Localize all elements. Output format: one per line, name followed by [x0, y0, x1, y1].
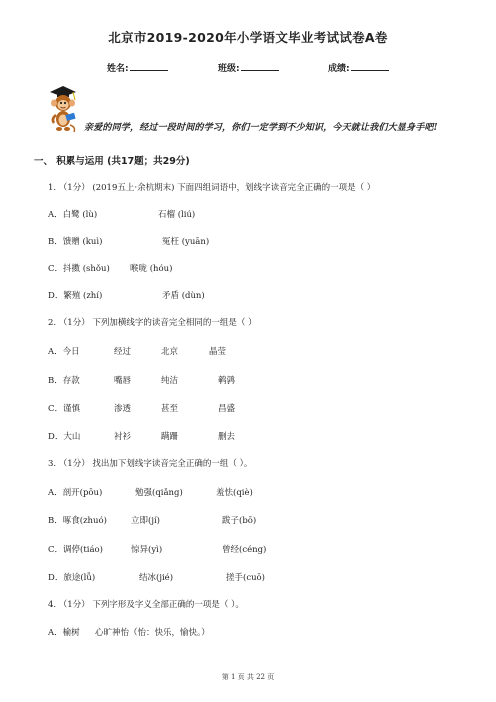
name-blank — [130, 62, 168, 71]
q3-option-c-w1: C．调停(tiáo) — [48, 545, 103, 555]
q2-option-d-w4: 删去 — [218, 432, 236, 442]
q3-option-c-w2: 惊异(yì) — [131, 545, 163, 555]
q2-option-a-w4: 晶莹 — [209, 347, 227, 357]
q1-option-b-word2: 冤枉 (yuān) — [162, 237, 210, 247]
q3-option-d-w2: 结冰(jié) — [139, 573, 174, 583]
q3-option-a-w2: 勉强(qiǎng) — [135, 488, 183, 498]
section-heading: 一、 积累与运用 (共17题；共29分) — [34, 156, 190, 167]
q4-option-a-w1: A．榆树 — [48, 628, 80, 638]
q2-option-b-w2: 嘴唇 — [114, 376, 132, 386]
q2-option-b-w3: 纯洁 — [161, 376, 179, 386]
q3-option-b-w1: B．啄食(zhuó) — [48, 516, 107, 526]
q1-option-c-word2: 喉咙 (hóu) — [130, 264, 173, 274]
score-blank — [351, 62, 389, 71]
page-title: 北京市2019-2020年小学语文毕业考试试卷A卷 — [108, 30, 388, 45]
q1-option-a-word1: A．白鹭 (lù) — [48, 210, 98, 220]
q2-option-d-w3: 蹒跚 — [161, 432, 179, 442]
q3-option-b-w3: 跋子(bō) — [222, 516, 257, 526]
name-field — [107, 61, 168, 74]
q2-option-c-w2: 渗透 — [114, 404, 132, 414]
class-field — [218, 61, 279, 74]
q3-option-a-w3: 羞怯(qiè) — [216, 488, 253, 498]
question-4-stem: 4. （1分） 下列字形及字义全部正确的一项是（ ）。 — [48, 600, 244, 610]
q1-option-a-word2: 石榴 (liú) — [158, 210, 196, 220]
q1-option-d-word2: 矛盾 (dùn) — [162, 291, 205, 301]
q4-option-a-w2: 心旷神怡（怡：快乐，愉快。） — [95, 628, 210, 638]
q2-option-a-w3: 北京 — [161, 347, 179, 357]
welcome-message: 亲爱的同学，经过一段时间的学习，你们一定学到不少知识，今天就让我们大显身手吧! — [84, 123, 438, 133]
q2-option-b-w4: 鹌鹑 — [218, 376, 236, 386]
q3-option-d-w1: D．旅途(lǚ) — [48, 573, 96, 583]
q2-option-c-w1: C．谨慎 — [48, 404, 81, 414]
q1-option-b-word1: B．馈赠 (kuì) — [48, 237, 103, 247]
q2-option-c-w3: 甚至 — [161, 404, 179, 414]
q2-option-a-w2: 经过 — [114, 347, 132, 357]
q3-option-c-w3: 曾经(céng) — [222, 545, 267, 555]
monkey-scholar-icon — [46, 85, 80, 133]
q3-option-b-w2: 立即(jí) — [131, 516, 160, 526]
q1-option-c-word1: C．抖擞 (shǒu) — [48, 264, 110, 274]
q1-option-d-word1: D．繁殖 (zhí) — [48, 291, 103, 301]
q2-option-d-w2: 衬衫 — [114, 432, 132, 442]
score-label: 成绩: — [328, 64, 350, 74]
score-field — [328, 61, 389, 74]
page-footer: 第 1 页 共 22 页 — [221, 673, 275, 681]
q2-option-a-w1: A．今日 — [48, 347, 80, 357]
question-3-stem: 3. （1分） 找出加下划线字读音完全正确的一组（ ）。 — [48, 459, 253, 469]
class-label: 班级: — [218, 64, 240, 74]
q2-option-b-w1: B．存款 — [48, 376, 80, 386]
q2-option-c-w4: 昌盛 — [218, 404, 236, 414]
q3-option-d-w3: 搓手(cuō) — [226, 573, 265, 583]
name-label: 姓名: — [107, 64, 129, 74]
question-2-stem: 2. （1分） 下列加横线字的读音完全相同的一组是（ ） — [48, 318, 257, 328]
question-1-stem: 1. （1分） (2019五上·余杭期末) 下面四组词语中，划线字读音完全正确的一项是（ ） — [48, 183, 376, 193]
class-blank — [241, 62, 279, 71]
q3-option-a-w1: A．剖开(pōu) — [48, 488, 103, 498]
q2-option-d-w1: D．大山 — [48, 432, 81, 442]
